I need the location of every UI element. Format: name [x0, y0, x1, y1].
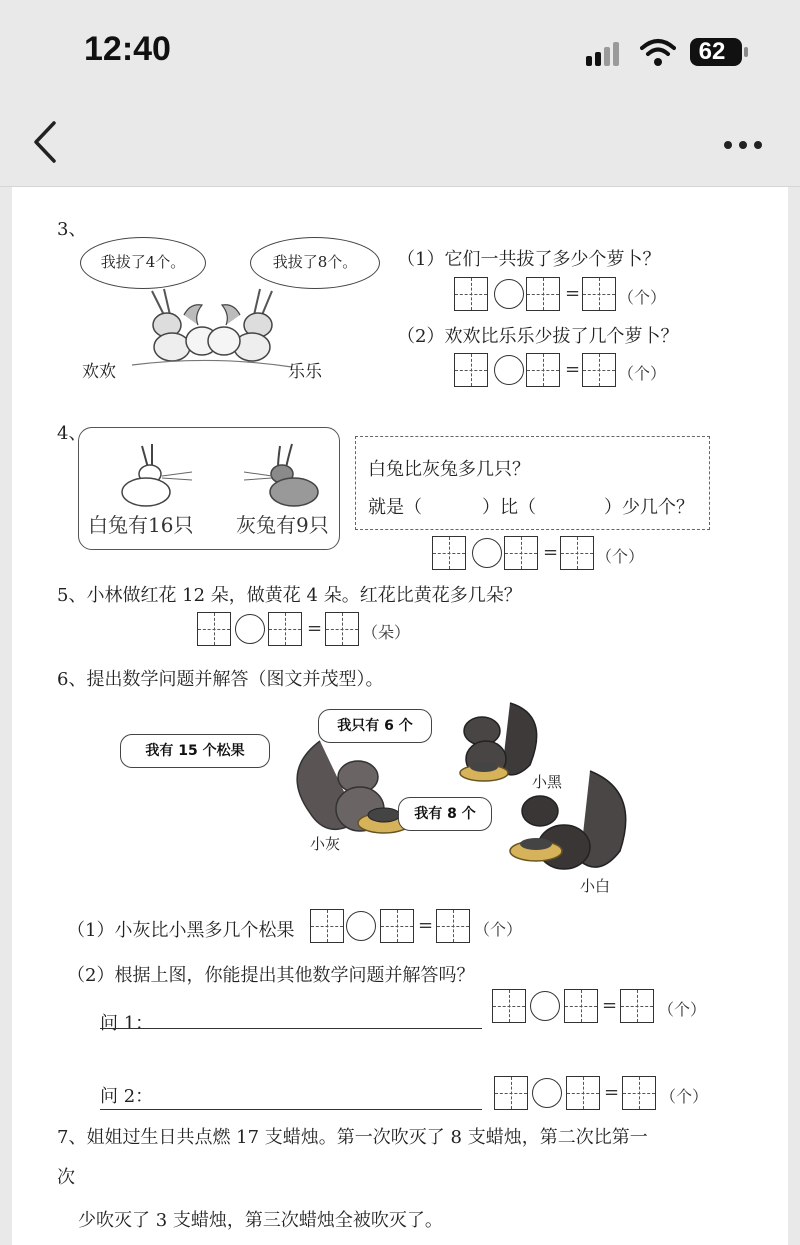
- worksheet-page: [12, 187, 788, 1245]
- q6-ask-1: 问 1：: [100, 1013, 154, 1034]
- answer-box[interactable]: [526, 277, 560, 311]
- q3-number: 3、: [57, 219, 87, 240]
- grey-rabbit-caption: 灰兔有9只: [236, 513, 329, 537]
- signal-icon: [586, 42, 626, 66]
- unit-label: （个）: [658, 1000, 707, 1019]
- white-rabbit-illustration: [108, 442, 204, 508]
- q6-subquestion-2: （2）根据上图，你能提出其他数学问题并解答吗？: [67, 965, 475, 986]
- unit-label: （个）: [474, 920, 523, 939]
- answer-box[interactable]: [504, 536, 538, 570]
- unit-label: （朵）: [362, 623, 411, 642]
- rabbits-pulling-radishes-illustration: [112, 285, 312, 375]
- operator-circle[interactable]: [346, 911, 376, 941]
- q6-bubble-black: 我只有 6 个: [318, 709, 432, 743]
- nav-bar: [0, 105, 800, 187]
- chevron-left-icon: [28, 117, 64, 167]
- answer-box[interactable]: [620, 989, 654, 1023]
- operator-circle[interactable]: [235, 614, 265, 644]
- q4-number: 4、: [57, 423, 87, 444]
- equals-sign: =: [418, 915, 434, 936]
- answer-box[interactable]: [436, 909, 470, 943]
- q4-question: 白兔比灰兔多几只？: [368, 459, 530, 480]
- answer-box[interactable]: [494, 1076, 528, 1110]
- status-bar: [0, 0, 800, 105]
- q3-subquestion-2: （2）欢欢比乐乐少拔了几个萝卜？: [397, 326, 679, 347]
- q5-text: 5、小林做红花 12 朵，做黄花 4 朵。红花比黄花多几朵？: [57, 585, 522, 606]
- answer-box[interactable]: [622, 1076, 656, 1110]
- answer-box[interactable]: [454, 277, 488, 311]
- q6-name-black: 小黑: [532, 773, 563, 791]
- q4-fill-end: ）少几个？: [604, 497, 694, 518]
- grey-rabbit-illustration: [238, 442, 334, 508]
- equals-sign: =: [565, 359, 581, 380]
- q3-bubble-left: 我拔了4个。: [80, 237, 206, 289]
- equals-sign: =: [307, 618, 323, 639]
- equals-sign: =: [565, 283, 581, 304]
- unit-label: （个）: [618, 364, 667, 383]
- q7-line-2: 次: [57, 1167, 75, 1188]
- answer-box[interactable]: [197, 612, 231, 646]
- status-time: 12:40: [84, 30, 171, 68]
- q3-subquestion-1: （1）它们一共拔了多少个萝卜？: [397, 249, 661, 270]
- unit-label: （个）: [596, 547, 645, 566]
- q3-bubble-right: 我拔了8个。: [250, 237, 380, 289]
- equals-sign: =: [602, 995, 618, 1016]
- back-button[interactable]: [28, 117, 64, 167]
- battery-icon: [690, 38, 742, 66]
- q6-bubble-white: 我有 8 个: [398, 797, 492, 831]
- unit-label: （个）: [618, 288, 667, 307]
- operator-circle[interactable]: [532, 1078, 562, 1108]
- more-button[interactable]: [718, 133, 768, 157]
- q4-fill-middle: ）比（: [482, 497, 536, 518]
- answer-line-1[interactable]: [100, 1028, 482, 1029]
- q6-name-gray: 小灰: [310, 835, 341, 853]
- answer-box[interactable]: [560, 536, 594, 570]
- q7-line-3: 少吹灭了 3 支蜡烛，第三次蜡烛全被吹灭了。: [78, 1210, 443, 1231]
- answer-box[interactable]: [310, 909, 344, 943]
- answer-box[interactable]: [566, 1076, 600, 1110]
- operator-circle[interactable]: [494, 355, 524, 385]
- answer-box[interactable]: [380, 909, 414, 943]
- battery-level: 62: [698, 38, 726, 65]
- answer-box[interactable]: [432, 536, 466, 570]
- q3-name-right: 乐乐: [288, 362, 322, 382]
- answer-line-2[interactable]: [100, 1109, 482, 1110]
- battery-nub: [744, 47, 748, 57]
- unit-label: （个）: [660, 1087, 709, 1106]
- q6-subquestion-1: （1）小灰比小黑多几个松果: [67, 920, 295, 941]
- q4-fill-start: 就是（: [368, 497, 422, 518]
- answer-box[interactable]: [564, 989, 598, 1023]
- answer-box[interactable]: [582, 277, 616, 311]
- operator-circle[interactable]: [530, 991, 560, 1021]
- q6-text: 6、提出数学问题并解答（图文并茂型）。: [57, 669, 384, 690]
- answer-box[interactable]: [268, 612, 302, 646]
- q3-name-left: 欢欢: [82, 362, 116, 382]
- q6-name-white: 小白: [580, 877, 611, 895]
- q6-ask-2: 问 2：: [100, 1086, 154, 1107]
- answer-box[interactable]: [325, 612, 359, 646]
- operator-circle[interactable]: [472, 538, 502, 568]
- equals-sign: =: [604, 1082, 620, 1103]
- equals-sign: =: [543, 542, 559, 563]
- wifi-icon: [640, 38, 676, 68]
- answer-box[interactable]: [582, 353, 616, 387]
- answer-box[interactable]: [454, 353, 488, 387]
- operator-circle[interactable]: [494, 279, 524, 309]
- ellipsis-icon: [724, 141, 732, 149]
- answer-box[interactable]: [492, 989, 526, 1023]
- answer-box[interactable]: [526, 353, 560, 387]
- q6-bubble-gray: 我有 15 个松果: [120, 734, 270, 768]
- white-rabbit-caption: 白兔有16只: [88, 513, 194, 537]
- q7-line-1: 7、姐姐过生日共点燃 17 支蜡烛。第一次吹灭了 8 支蜡烛，第二次比第一: [57, 1127, 648, 1148]
